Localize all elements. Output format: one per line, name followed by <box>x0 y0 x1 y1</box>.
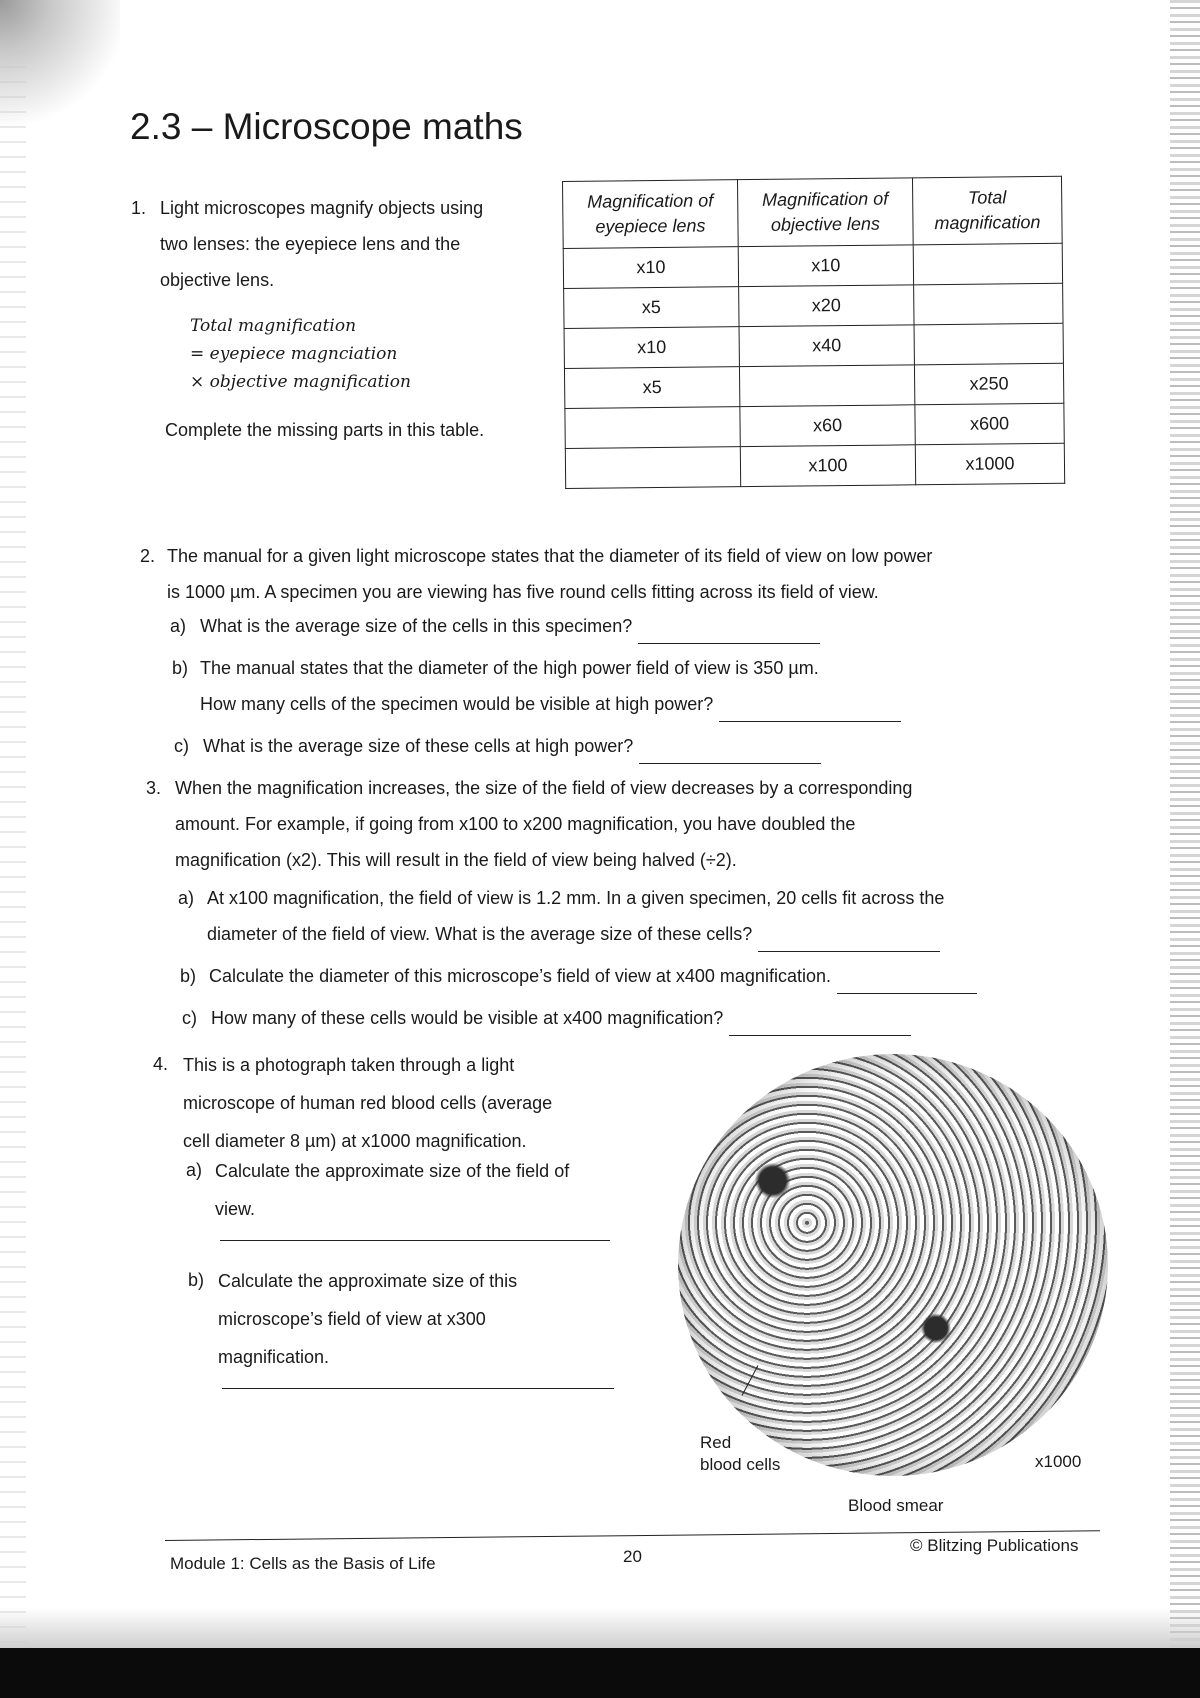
q3a-label: a) <box>178 888 195 908</box>
blood-smear-photo <box>678 1054 1108 1476</box>
q1-number: 1. <box>131 198 147 218</box>
answer-blank-q2a[interactable] <box>638 623 820 644</box>
q4a-label: a) <box>186 1160 203 1180</box>
q3a-text: At x100 magnification, the field of view is 1.2 mm. In a given specimen, 20 cells fit across the diameter of the field of view. What is the average size of these cells? <box>207 880 944 952</box>
table-cell-blank[interactable] <box>565 407 740 449</box>
scanner-bottom-bar <box>0 1648 1200 1698</box>
q2c-label: c) <box>174 736 189 756</box>
magnification-table <box>562 176 1065 489</box>
q3-number: 3. <box>146 778 162 798</box>
page-edge-left <box>0 0 26 1698</box>
table-cell: x10 <box>563 247 738 289</box>
table-cell: x20 <box>739 285 914 327</box>
q2b-label: b) <box>172 658 189 678</box>
bottom-shadow <box>0 1608 1200 1648</box>
table-cell-blank[interactable] <box>914 323 1063 365</box>
table-cell: x40 <box>739 325 914 367</box>
table-cell-blank[interactable] <box>565 447 740 489</box>
q1-instruction: Complete the missing parts in this table. <box>165 420 485 440</box>
page-edge-right <box>1170 0 1200 1698</box>
footer-publisher: © Blitzing Publications <box>910 1536 1079 1555</box>
q1-text <box>160 190 483 298</box>
table-cell-blank[interactable] <box>914 283 1063 325</box>
table-row <box>564 323 1063 368</box>
q3c-label: c) <box>182 1008 197 1028</box>
table-cell: x100 <box>740 445 915 487</box>
q1-line-1: Light microscopes magnify objects using <box>160 198 484 218</box>
q1-line-2: two lenses: the eyepiece lens and the <box>160 234 461 254</box>
figure-caption: Blood smear <box>848 1496 944 1515</box>
header-objective: Magnification of objective lens <box>737 178 913 247</box>
q3-text: When the magnification increases, the size of the field of view decreases by a corresponding amount. For example, if going from x100 to x200 magnification, you have doubled the magnification (x2). This will result in the field of view being halved (÷2). <box>175 778 913 870</box>
formula-line-1: Total magnification <box>190 316 357 336</box>
q2-line-2: is 1000 µm. A specimen you are viewing has five round cells fitting across its field of view. <box>167 582 879 602</box>
table-row <box>565 443 1064 488</box>
header-eyepiece: Magnification of eyepiece lens <box>563 180 739 249</box>
answer-blank-q2b[interactable] <box>719 701 901 722</box>
table-cell: x60 <box>740 405 915 447</box>
answer-blank-q3a[interactable] <box>758 931 940 952</box>
table-header-row <box>563 176 1063 248</box>
table-row <box>563 243 1062 288</box>
answer-blank-q3c[interactable] <box>729 1015 911 1036</box>
table-cell: x5 <box>564 287 739 329</box>
red-blood-cells-label: Red blood cells <box>700 1433 781 1474</box>
q2-text <box>167 538 932 610</box>
table-cell-blank[interactable] <box>913 243 1062 285</box>
table-row <box>565 403 1064 448</box>
table-cell: x1000 <box>915 443 1064 485</box>
q2-number: 2. <box>140 546 156 566</box>
page-number: 20 <box>623 1547 642 1566</box>
q2a-label: a) <box>170 616 187 636</box>
q4b-text: Calculate the approximate size of this microscope’s field of view at x300 magnification. <box>218 1271 518 1367</box>
table-cell: x600 <box>915 403 1064 445</box>
corner-shadow <box>0 0 120 140</box>
table-cell: x10 <box>564 327 739 369</box>
q4-text: This is a photograph taken through a light microscope of human red blood cells (average cell diameter 8 µm) at x1000 magnification. <box>183 1055 553 1151</box>
table-row <box>564 363 1063 408</box>
q2-line-1: The manual for a given light microscope states that the diameter of its field of view on low power <box>167 546 933 566</box>
answer-blank-q2c[interactable] <box>639 743 821 764</box>
q4-number: 4. <box>153 1054 169 1074</box>
q1-formula <box>190 312 411 396</box>
q2a-text: What is the average size of the cells in this specimen? <box>200 608 820 644</box>
q3c-text: How many of these cells would be visible at x400 magnification? <box>211 1000 911 1036</box>
footer-module: Module 1: Cells as the Basis of Life <box>170 1554 436 1573</box>
table-cell-blank[interactable] <box>739 365 914 407</box>
q3b-label: b) <box>180 966 197 986</box>
q4b-label: b) <box>188 1270 205 1290</box>
table-cell: x5 <box>564 367 739 409</box>
magnification-label: x1000 <box>1035 1452 1082 1471</box>
q4a-text: Calculate the approximate size of the field of view. <box>215 1161 570 1219</box>
formula-line-2: = eyepiece magnciation <box>190 344 398 364</box>
q2c-text: What is the average size of these cells at high power? <box>203 728 821 764</box>
answer-blank-q3b[interactable] <box>837 973 977 994</box>
q3b-text: Calculate the diameter of this microscope’s field of view at x400 magnification. <box>209 958 977 994</box>
answer-line-q4b[interactable] <box>222 1388 614 1389</box>
q2b-text: The manual states that the diameter of the high power field of view is 350 µm. How many cells of the specimen would be visible at high power? <box>200 650 901 722</box>
answer-line-q4a[interactable] <box>220 1240 610 1241</box>
header-total: Total magnification <box>912 176 1062 245</box>
formula-line-3: × objective magnification <box>190 372 411 392</box>
table-cell: x10 <box>738 245 913 287</box>
page-title: 2.3 – Microscope maths <box>130 106 523 147</box>
table-row <box>564 283 1063 328</box>
q1-line-3: objective lens. <box>160 270 275 290</box>
table-cell: x250 <box>914 363 1063 405</box>
